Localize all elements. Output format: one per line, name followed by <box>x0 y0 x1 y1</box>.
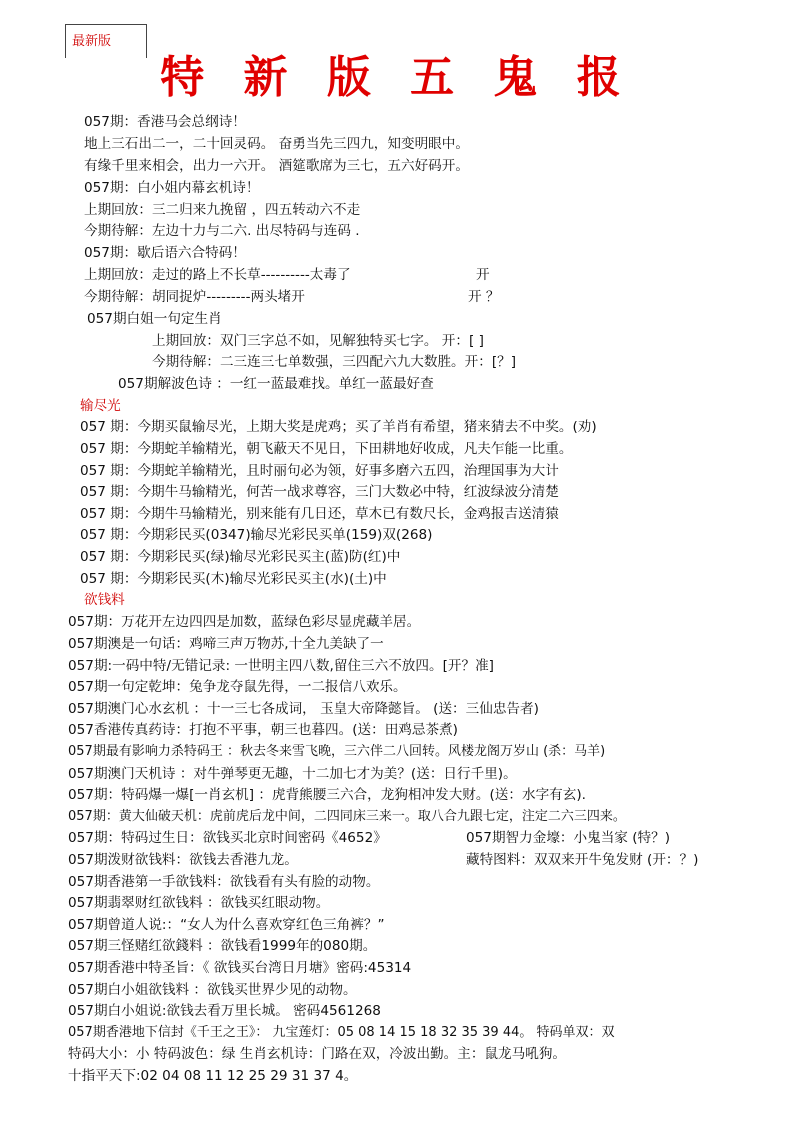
page-title: 特 新 版 五 鬼 报 <box>160 52 633 103</box>
text-line: 057期：万花开左边四四是加数，蓝绿色彩尽显虎藏羊居。 <box>68 614 421 630</box>
text-line: 057期白小姐说:欲钱去看万里长城。 密码4561268 <box>68 1003 381 1019</box>
text-line: 上期回放：三二归来九挽留 ，四五转动六不走 <box>84 202 361 218</box>
text-line: 057期解波色诗 ：一红一蓝最难找。单红一蓝最好查 <box>118 376 434 392</box>
text-line: 057期智力金壕：小鬼当家 (特？) <box>466 830 670 846</box>
section-heading: 欲钱料 <box>84 592 125 608</box>
text-line: 057期曾道人说:：“女人为什么喜欢穿红色三角裤？” <box>68 917 385 933</box>
text-line: 057期香港地下信封《千王之王》： 九宝莲灯：05 08 14 15 18 32 35 39 44。 特码单双：双 <box>68 1025 615 1040</box>
text-line: 057 期：今期蛇羊输精光，且时丽句必为领，好事多磨六五四，治理国事为大计 <box>80 463 559 479</box>
text-line: 057 期：今期彩民买(绿)输尽光彩民买主(蓝)防(红)中 <box>80 549 401 565</box>
text-line: 057期澳门心水玄机 ：十一三七各成词， 玉皇大帝降懿旨。 (送：三仙忠告者) <box>68 701 539 717</box>
text-line: 057期白小姐欲钱料 ：欲钱买世界少见的动物。 <box>68 982 357 998</box>
text-line: 057期最有影响力杀特码王 ：秋去冬来雪飞晚，三六伴二八回转。风楼龙阁万岁山 (杀：马羊) <box>68 744 606 759</box>
text-line: 057 期：今期牛马输精光，别来能有几日还，草木已有数尺长，金鸡报吉送清猿 <box>80 506 559 522</box>
text-line: 057期：特码过生日：欲钱买北京时间密码《4652》 <box>68 830 387 846</box>
text-line: 057期：特码爆一爆[一肖玄机] ：虎背熊腰三六合，龙狗相冲发大财。(送：水字有玄). <box>68 787 586 803</box>
text-line: 057期澳门天机诗 ：对牛弹琴更无趣，十二加七才为美？(送：日行千里)。 <box>68 766 517 782</box>
section-heading: 输尽光 <box>80 398 121 414</box>
text-line: 057 期：今期买鼠输尽光，上期大奖是虎鸡；买了羊肖有希望，猪来猜去不中奖。(劝) <box>80 419 597 435</box>
text-line: 057期香港第一手欲钱料：欲钱看有头有脸的动物。 <box>68 874 380 890</box>
text-line: 057期:一码中特/无错记录: 一世明主四八数,留住三六不放四。[开？准] <box>68 658 494 674</box>
text-line: 057期翡翠财红欲钱料 ：欲钱买红眼动物。 <box>68 895 330 911</box>
text-line: 057期：歇后语六合特码！ <box>84 245 246 261</box>
text-line: 057期三怪赌红欲錢料 ：欲钱看1999年的080期。 <box>68 938 377 954</box>
edition-badge-label: 最新版 <box>72 34 112 49</box>
text-line: 有缘千里来相会，出力一六开。 酒筵歌席为三七，五六好码开。 <box>84 158 469 174</box>
text-line: 057期：黄大仙破天机：虎前虎后龙中间，二四同床三来一。取八合九跟七定，注定二六三四来。 <box>68 809 626 824</box>
text-line: 藏特图料：双双来开牛兔发财 (开：？) <box>466 852 699 868</box>
text-line: 上期回放：走过的路上不长草----------太毒了 <box>84 267 351 283</box>
text-line: 057期：香港马会总纲诗！ <box>84 114 246 130</box>
text-line: 057香港传真药诗：打抱不平事，朝三也暮四。(送：田鸡忌茶煮) <box>68 722 458 738</box>
text-line: 057期白姐一句定生肖 <box>87 311 222 327</box>
text-line: 今期待解：左边十力与二六. 出尽特码与连码 . <box>84 223 360 239</box>
text-line: 上期回放：双门三字总不如，见解独特买七字。 开：[ ] <box>152 333 484 349</box>
text-line: 057期澳是一句话：鸡啼三声万物苏,十全九美缺了一 <box>68 636 384 652</box>
text-line: 057 期：今期彩民买(0347)输尽光彩民买单(159)双(268) <box>80 527 433 543</box>
text-line: 今期待解：二三连三七单数强，三四配六九大数胜。开：[？] <box>152 354 517 370</box>
text-line: 057期：白小姐内幕玄机诗！ <box>84 180 260 196</box>
text-line: 今期待解：胡同捉炉---------两头堵开 <box>84 289 305 305</box>
text-line: 057 期：今期牛马输精光，何苦一战求尊容，三门大数必中特，红波绿波分清楚 <box>80 484 559 500</box>
text-line: 地上三石出二一，二十回灵码。 奋勇当先三四九，知变明眼中。 <box>84 136 469 152</box>
text-line: 十指平天下:02 04 08 11 12 25 29 31 37 4。 <box>68 1068 358 1084</box>
text-line: 开 <box>476 267 490 283</box>
text-line: 057期一句定乾坤：兔争龙夺鼠先得，一二报信八欢乐。 <box>68 679 407 695</box>
text-line: 特码大小：小 特码波色：绿 生肖玄机诗：门路在双，冷波出勤。主：鼠龙马吼狗。 <box>68 1046 567 1062</box>
text-line: 057期泼财欲钱料：欲钱去香港九龙。 <box>68 852 298 868</box>
text-line: 057期香港中特圣旨：《 欲钱买台湾日月塘》密码:45314 <box>68 960 412 976</box>
text-line: 开 ？ <box>468 289 500 305</box>
text-line: 057 期：今期蛇羊输精光，朝飞蔽天不见日，下田耕地好收成，凡夫乍能一比重。 <box>80 441 573 457</box>
text-line: 057 期：今期彩民买(木)输尽光彩民买主(水)(土)中 <box>80 571 387 587</box>
